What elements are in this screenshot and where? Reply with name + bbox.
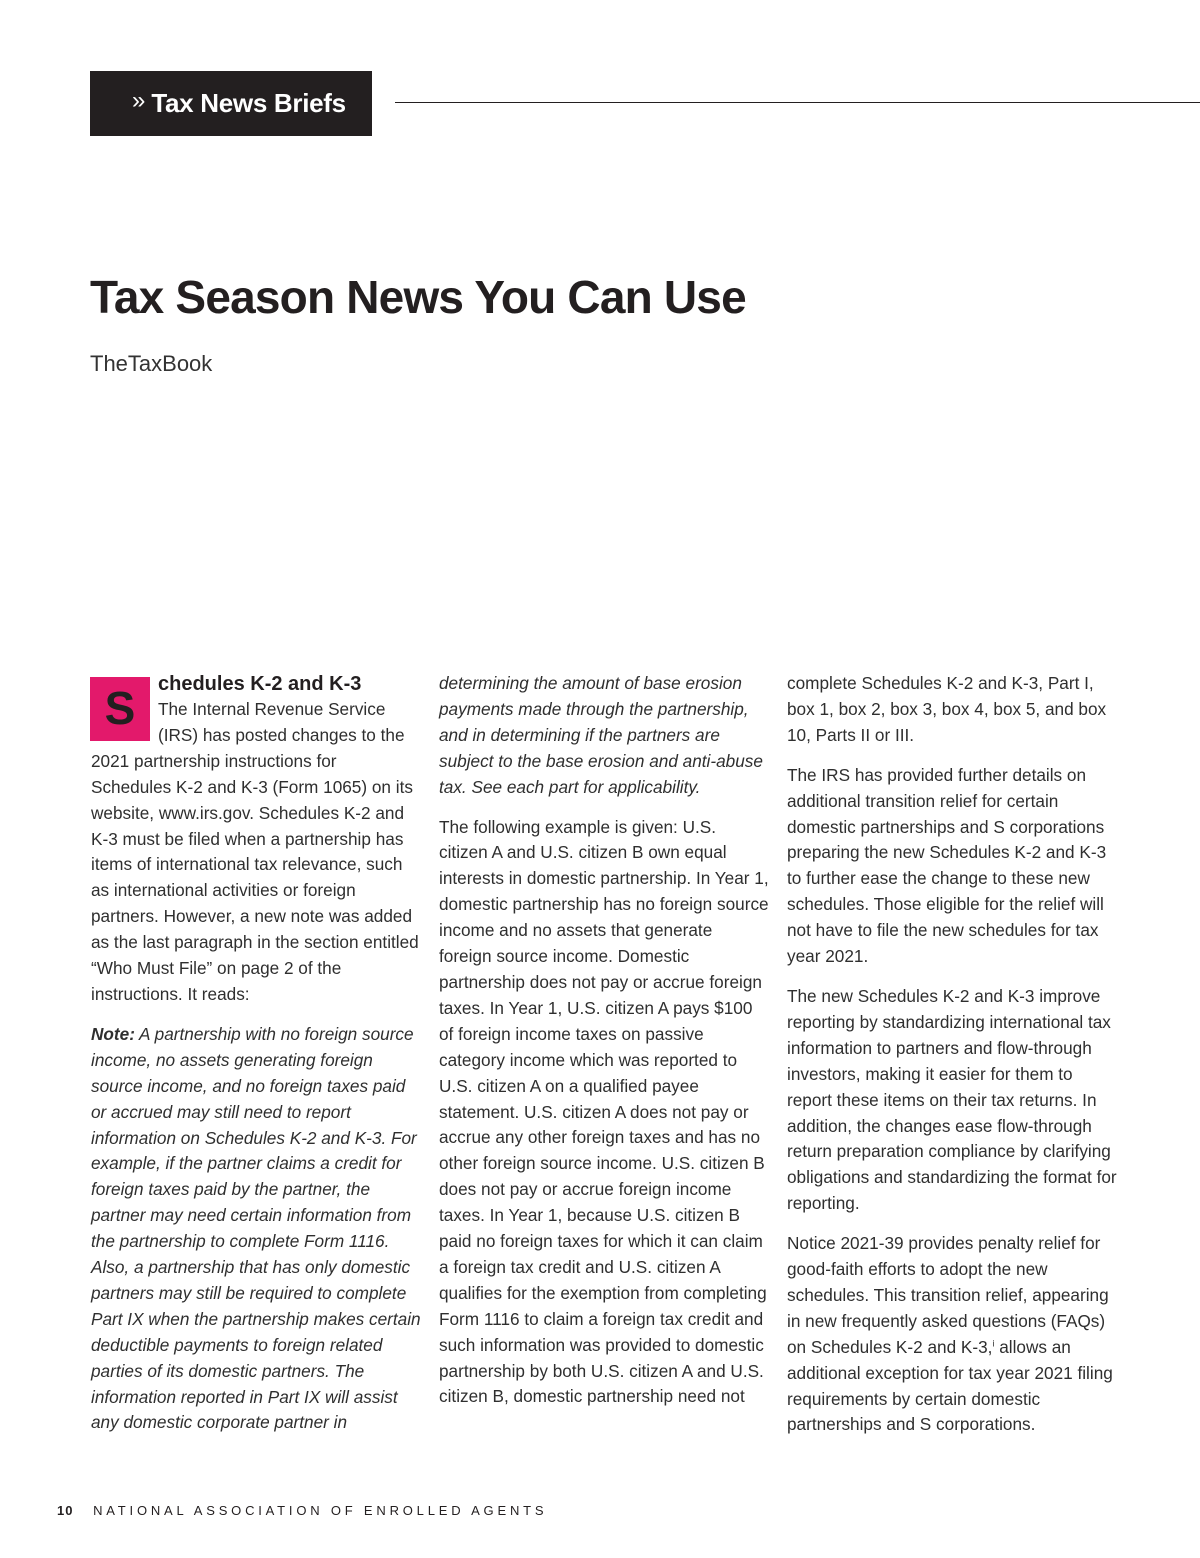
lead-heading: chedules K-2 and K-3 <box>158 673 362 695</box>
double-chevron-icon: » <box>132 86 146 114</box>
note-text: A partnership with no foreign source income, no assets generating foreign source income, and no foreign taxes paid or accrued may still need to report information on Schedules K-2 and K-3. For example, if the partner claims a credit for foreign taxes paid by the partner, the partner may need certain information from the partnership to complete Form 1116. Also, a partnership that has only domestic partners may still be required to complete Part IX when the partnership makes certain deductible payments to foreign related parties of its domestic partners. The information reported in Part IX will assist any domestic corporate partner in <box>91 1023 421 1433</box>
page-footer <box>57 1503 547 1518</box>
paragraph-continuation: complete Schedules K-2 and K-3, Part I, box 1, box 2, box 3, box 4, box 5, and box 10, Parts II or III. <box>787 673 1107 745</box>
column-2 <box>439 671 769 1424</box>
publication-name: NATIONAL ASSOCIATION OF ENROLLED AGENTS <box>93 1503 548 1518</box>
footnote-marker: i <box>992 1338 995 1349</box>
page-number: 10 <box>57 1503 74 1518</box>
dropcap: S <box>90 677 150 741</box>
section-tag <box>90 71 372 136</box>
article-title: Tax Season News You Can Use <box>90 271 746 323</box>
improvements-paragraph: The new Schedules K-2 and K-3 improve reporting by standardizing international tax information to partners and flow-through investors, making it easier for them to report these items on their tax returns. In addition, the changes ease flow-through return preparation compliance by clarifying obligations and standardizing the format for reporting. <box>787 985 1117 1214</box>
transition-relief-paragraph: The IRS has provided further details on additional transition relief for certain domestic partnerships and S corporations preparing the new Schedules K-2 and K-3 to further ease the change to these new schedules. Those eligible for the relief will not have to file the new schedules for tax year 2021. <box>787 764 1107 967</box>
notice-text-a: Notice 2021-39 provides penalty relief for good-faith efforts to adopt the new schedules. This transition relief, appearing in new frequently asked questions (FAQs) on Schedules K-2 and K-3, <box>787 1233 1109 1357</box>
notice-text-b: allows an additional exception for tax year 2021 filing requirements by certain domestic partnerships and S corporations. <box>787 1336 1113 1435</box>
paragraph-text: The Internal Revenue Service (IRS) has posted changes to the 2021 partnership instructions for Schedules K-2 and K-3 (Form 1065) on its website, www.irs.gov. Schedules K-2 and K-3 must be filed when a partnership has items of international tax relevance, such as international activities or foreign partners. However, a new note was added as the last paragraph in the section entitled “Who Must File” on page 2 of the instructions. It reads: <box>91 699 419 1004</box>
note-paragraph <box>91 1022 421 1437</box>
header-rule <box>395 102 1200 103</box>
lead-paragraph <box>91 671 421 1008</box>
section-label: Tax News Briefs <box>151 88 346 118</box>
column-1 <box>91 671 421 1450</box>
notice-paragraph <box>787 1231 1117 1438</box>
column-3 <box>787 671 1117 1452</box>
article-author: TheTaxBook <box>90 351 213 376</box>
note-continuation: determining the amount of base erosion payments made through the partnership, and in determining if the partners are subject to the base erosion and anti-abuse tax. See each part for applicability. <box>439 673 763 797</box>
example-paragraph: The following example is given: U.S. citizen A and U.S. citizen B own equal interests in domestic partnership. In Year 1, domestic partnership has no foreign source income and no assets that generate foreign source income. Domestic partnership does not pay or accrue foreign taxes. In Year 1, U.S. citizen A pays $100 of foreign income taxes on passive category income which was reported to U.S. citizen A on a qualified payee statement. U.S. citizen A does not pay or accrue any other foreign taxes and has no other foreign source income. U.S. citizen B does not pay or accrue foreign income taxes. In Year 1, because U.S. citizen B paid no foreign taxes for which it can claim a foreign tax credit and U.S. citizen A qualifies for the exemption from completing Form 1116 to claim a foreign tax credit and such information was provided to domestic partnership by both U.S. citizen A and U.S. citizen B, domestic partnership need not <box>439 816 769 1407</box>
note-label: Note: <box>91 1023 135 1044</box>
